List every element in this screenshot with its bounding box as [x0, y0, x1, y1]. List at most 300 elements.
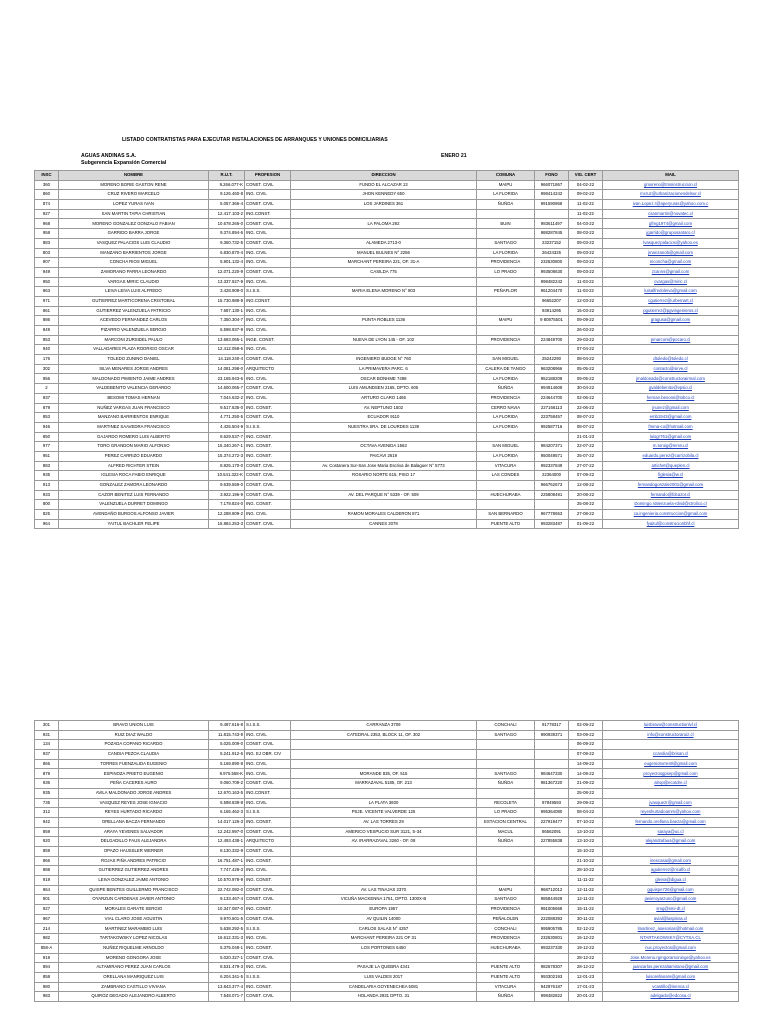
name-cell: RUIZ DIAZ WALDO [59, 730, 209, 740]
name-cell: BESOMI TOMAS HERNAN [59, 393, 209, 403]
address-cell [291, 209, 477, 219]
mail-cell[interactable]: mconcha@gmail.com [603, 258, 739, 268]
commune-cell [477, 306, 535, 316]
insc-cell: 956 [35, 374, 59, 384]
mail-cell[interactable]: juancarlos.perezaltamirano@gmail.com [603, 963, 739, 973]
mail-cell[interactable]: luisorellanam@gmail.com [603, 972, 739, 982]
name-cell: MARTINEZ SAAVEDRA FRANCISCO [59, 422, 209, 432]
table-row [35, 413, 739, 423]
insc-cell: 853 [35, 335, 59, 345]
profession-cell: CONST. CIVIL [245, 355, 291, 365]
commune-cell [477, 866, 535, 876]
table-row [35, 866, 739, 876]
cert-date-cell: 08-04-22 [569, 808, 603, 818]
mail-cell[interactable]: jvasquezr@gmail.com [603, 798, 739, 808]
profession-cell: ING. CIVIL [245, 730, 291, 740]
phone-cell [535, 326, 569, 336]
address-cell: OSCAR BONHME 7498 [291, 374, 477, 384]
commune-cell: RECOLETA [477, 798, 535, 808]
company-name: AGUAS ANDINAS S.A. [81, 153, 137, 159]
phone-cell: 223758457 [535, 413, 569, 423]
table-row [35, 403, 739, 413]
mail-cell[interactable]: eduardo.perez@carrizobila.cl [603, 451, 739, 461]
mail-cell[interactable]: contacto@sirve.cl [603, 364, 739, 374]
commune-cell [477, 345, 535, 355]
name-cell: ALTAMIRANO PEREZ JUAN CARLOS [59, 963, 209, 973]
phone-cell [535, 750, 569, 760]
mail-cell[interactable]: nuc.proyectos@gmail.com [603, 943, 739, 953]
mail-cell[interactable]: lmartinez_asesorias@hotmail.com [603, 924, 739, 934]
profession-cell: ING. CIVIL [245, 759, 291, 769]
name-cell: VASQUEZ PALACIOS LUIS CLAUDIO [59, 238, 209, 248]
table-row [35, 258, 739, 268]
profession-cell: CONST. CIVIL [245, 519, 291, 529]
commune-cell: PEÑALOLEN [477, 914, 535, 924]
phone-cell: 942976187 [535, 982, 569, 992]
table-row [35, 374, 739, 384]
insc-cell: 312 [35, 808, 59, 818]
table-row [35, 759, 739, 769]
column-header: R.U.T. [209, 171, 245, 181]
cert-date-cell: 12-03-22 [569, 296, 603, 306]
name-cell: TORRES FUENZALIDA EUGENIO [59, 759, 209, 769]
name-cell: MANZANO BARRIENTOS JORGE [59, 248, 209, 258]
address-cell [291, 481, 477, 491]
insc-cell: 980 [35, 982, 59, 992]
profession-cell: ING. CIVIL [245, 374, 291, 384]
mail-cell[interactable]: agutierrez@ricalfo.cl [603, 866, 739, 876]
cert-date-cell: 08-07-22 [569, 413, 603, 423]
name-cell: POZADA COPANO RICARDO [59, 740, 209, 750]
profession-cell: CONST. CIVIL [245, 461, 291, 471]
cert-date-cell: 09-03-22 [569, 267, 603, 277]
mail-cell[interactable]: alejandrafaus@gmail.com [603, 837, 739, 847]
phone-cell: 963208966 [535, 364, 569, 374]
mail-cell[interactable]: luisgr761@gmail.com [603, 432, 739, 442]
address-cell: LUIS AMUNDSEN 2165, DPTO. 605 [291, 384, 477, 394]
phone-cell: 988287845 [535, 229, 569, 239]
profession-cell: S.I.S.S. [245, 287, 291, 297]
name-cell: TARTAKOWSKY LOPEZ NICOLAS [59, 934, 209, 944]
profession-cell: ING. CONST. [245, 432, 291, 442]
table-row [35, 461, 739, 471]
address-cell: MARIA ELENA MORENO N° 803 [291, 287, 477, 297]
address-cell [291, 277, 477, 287]
cert-date-cell: 20-08-22 [569, 490, 603, 500]
name-cell: GUTIERREZ MARTICORENA CRISTOBAL [59, 296, 209, 306]
profession-cell: CONST. CIVIL [245, 471, 291, 481]
mail-cell[interactable]: zcanns@gmail.com [603, 267, 739, 277]
rut-cell: 12.493.438-1 [209, 837, 245, 847]
rut-cell: 9.975.558-K [209, 769, 245, 779]
commune-cell [477, 432, 535, 442]
insc-cell: 931 [35, 730, 59, 740]
address-cell: ECUADOR 9110 [291, 413, 477, 423]
mail-cell[interactable]: jmanzanob@gmail.com [603, 248, 739, 258]
insc-cell: 849 [35, 326, 59, 336]
profession-cell: ING. CIVIL [245, 190, 291, 200]
rut-cell: 10.347.087-0 [209, 905, 245, 915]
rut-cell: 7.687.130-1 [209, 306, 245, 316]
cert-date-cell: 02-06-22 [569, 393, 603, 403]
rut-cell: 16.751.487-1 [209, 856, 245, 866]
name-cell: ACEVEDO FERNANDEZ CARLOS [59, 316, 209, 326]
insc-cell: 883 [35, 461, 59, 471]
rut-cell: 5.057.366-4 [209, 200, 245, 210]
rut-cell: 14.081.298-0 [209, 364, 245, 374]
profession-cell: S.I.S.S. [245, 972, 291, 982]
rut-cell: 5.638.292-5 [209, 924, 245, 934]
rut-cell: 10.678.266-0 [209, 219, 245, 229]
insc-cell: 879 [35, 769, 59, 779]
address-cell [291, 740, 477, 750]
profession-cell: ING. CIVIL [245, 306, 291, 316]
insc-cell: 964 [35, 885, 59, 895]
address-cell [291, 759, 477, 769]
commune-cell [477, 481, 535, 491]
insc-cell: 825 [35, 510, 59, 520]
cert-date-cell: 11-11-22 [569, 876, 603, 886]
phone-cell: 227855838 [535, 837, 569, 847]
table-row [35, 180, 739, 190]
rut-cell: 8.825.170-0 [209, 461, 245, 471]
mail-cell[interactable]: dtoledo@toledo.cl [603, 355, 739, 365]
department-name: Subgerencia Expansión Comercial [81, 160, 167, 166]
phone-cell: 991005668 [535, 905, 569, 915]
rut-cell: 12.288.809-2 [209, 510, 245, 520]
insc-cell: 964 [35, 519, 59, 529]
commune-cell: VITACURA [477, 461, 535, 471]
rut-cell: 10.570.978-9 [209, 876, 245, 886]
address-cell: PAICAVI 2619 [291, 451, 477, 461]
name-cell: LEIVA GONZALEZ JAIME ANTONIO [59, 876, 209, 886]
commune-cell: PROVIDENCIA [477, 335, 535, 345]
mail-cell[interactable]: inescasa@gmail.com [603, 856, 739, 866]
commune-cell [477, 326, 535, 336]
cert-date-cell: 25-08-22 [569, 500, 603, 510]
rut-cell: 9.970.601-5 [209, 914, 245, 924]
mail-cell[interactable]: reyeshurtadoamm@yahoo.com [603, 808, 739, 818]
rut-cell: 9.133.467-4 [209, 895, 245, 905]
address-cell [291, 326, 477, 336]
insc-cell: 858-A [35, 943, 59, 953]
insc-cell: 360 [35, 180, 59, 190]
table-row [35, 432, 739, 442]
table-row [35, 779, 739, 789]
phone-cell: 966762673 [535, 481, 569, 491]
address-cell: CASILDA 775 [291, 267, 477, 277]
mail-cell[interactable]: gleiva@digua.cl [603, 876, 739, 886]
column-header: PROFESION [245, 171, 291, 181]
address-cell [291, 296, 477, 306]
mail-cell[interactable]: jmaldonado@constructorairmal.com [603, 374, 739, 384]
name-cell: CRUZ RIVERO MARCELO [59, 190, 209, 200]
name-cell: ZAMBRANO CASTILLO VIVIANA [59, 982, 209, 992]
mail-cell[interactable]: vcastillo@inenca.cl [603, 982, 739, 992]
mail-cell[interactable]: fernando@fdcazor.cl [603, 490, 739, 500]
mail-cell[interactable]: ccandia@brisan.cl [603, 750, 739, 760]
insc-cell: 301 [35, 721, 59, 731]
commune-cell: PROVIDENCIA [477, 393, 535, 403]
mail-cell[interactable]: Jose.Moreno.rgmgoramoninge@yahoo.es [603, 953, 739, 963]
rut-cell: 13.843.377-4 [209, 982, 245, 992]
insc-cell: 982 [35, 934, 59, 944]
insc-cell: 935 [35, 471, 59, 481]
name-cell: ARAYA YEVENES SALVADOR [59, 827, 209, 837]
mail-cell[interactable] [603, 788, 739, 798]
profession-cell: ING. CONST. [245, 982, 291, 992]
insc-cell: 134 [35, 740, 59, 750]
mail-cell[interactable]: gfmg1974@gmail.com [603, 219, 739, 229]
cert-date-cell: 22-06-22 [569, 403, 603, 413]
table-row [35, 500, 739, 510]
address-cell [291, 846, 477, 856]
address-cell: LUIS VALDES 2017 [291, 972, 477, 982]
mail-cell[interactable]: mcruz@urbanizacionesdelsur.cl [603, 190, 739, 200]
mail-cell[interactable]: hernan.besomi@tobco.cl [603, 393, 739, 403]
commune-cell: ÑUÑOA [477, 200, 535, 210]
cert-date-cell: 16-12-22 [569, 934, 603, 944]
address-cell: PUNTA ROBLES 1136 [291, 316, 477, 326]
profession-cell: CONST. CIVIL [245, 384, 291, 394]
table-row [35, 837, 739, 847]
rut-cell: 9.060.709-2 [209, 779, 245, 789]
name-cell: DELGADILLO FAUS ALEJANDRA [59, 837, 209, 847]
commune-cell: PROVIDENCIA [477, 934, 535, 944]
cert-date-cell: 11-02-22 [569, 209, 603, 219]
commune-cell [477, 953, 535, 963]
rut-cell: 5.241.912-6 [209, 750, 245, 760]
mail-cell[interactable]: emb1943@gmail.com [603, 413, 739, 423]
rut-cell: 7.044.632-2 [209, 393, 245, 403]
rut-cell: 6.165.462-3 [209, 808, 245, 818]
commune-cell: SAN MIGUEL [477, 442, 535, 452]
rut-cell: 15.374.272-3 [209, 451, 245, 461]
rut-cell: 14.118.240-4 [209, 355, 245, 365]
cert-date-cell: 14-09-22 [569, 759, 603, 769]
table-header-row [35, 171, 739, 181]
address-cell [291, 953, 477, 963]
commune-cell: LA FLORIDA [477, 374, 535, 384]
rut-cell: 23.165.943-6 [209, 374, 245, 384]
address-cell: AMERICO VESPUCIO SUR 3121, S-34 [291, 827, 477, 837]
cert-date-cell: 12-11-22 [569, 885, 603, 895]
cert-date-cell: 13-10-22 [569, 827, 603, 837]
mail-cell[interactable]: m.toroig@mmru.cl [603, 442, 739, 452]
mail-cell[interactable]: NTARTAKOWSKY@CYTSA.CL [603, 934, 739, 944]
table-row [35, 200, 739, 210]
phone-cell: 981367220 [535, 779, 569, 789]
address-cell: ARTURO CLARO 1465 [291, 393, 477, 403]
commune-cell: ÑUÑOA [477, 384, 535, 394]
address-cell: CATEDRAL 2353, BLOCK 11, OF. 302 [291, 730, 477, 740]
insc-cell: 894 [35, 963, 59, 973]
mail-cell[interactable]: smg@smi-dt.cl [603, 905, 739, 915]
commune-cell: LO PRADO [477, 808, 535, 818]
mail-cell[interactable]: adelgado@edcosa.cl [603, 992, 739, 1002]
mail-cell[interactable]: saraya@uc.cl [603, 827, 739, 837]
insc-cell: 860 [35, 190, 59, 200]
name-cell: VIAL CLARO JOSE AGUSTIN [59, 914, 209, 924]
mail-cell[interactable]: cvargas@miric.cl [603, 277, 739, 287]
table-row [35, 190, 739, 200]
table-row [35, 364, 739, 374]
name-cell: IGLESIA ROCA FABIO ENRIQUE [59, 471, 209, 481]
name-cell: SAN MARTIN TAPIA CHRISTIAN [59, 209, 209, 219]
mail-cell[interactable]: jgarrido@gruposantaro.cl [603, 229, 739, 239]
address-cell: PSJE. VICENTE VALVERDE 125 [291, 808, 477, 818]
name-cell: GONZALEZ ZAMORA LEONARDO [59, 481, 209, 491]
profession-cell: CONST. CIVIL [245, 779, 291, 789]
address-cell: MARRAZAVAL 5185, OF. 213 [291, 779, 477, 789]
mail-cell[interactable]: jnunez@gmail.com [603, 403, 739, 413]
phone-cell: 993283487 [535, 519, 569, 529]
cert-date-cell: 29-03-22 [569, 335, 603, 345]
phone-cell: 984207371 [535, 442, 569, 452]
mail-cell[interactable] [603, 740, 739, 750]
commune-cell: MAIPU [477, 316, 535, 326]
mail-cell[interactable]: artichet@queplen.cl [603, 461, 739, 471]
mail-cell[interactable]: javieroyarzunc@gmail.com [603, 895, 739, 905]
table-row [35, 287, 739, 297]
address-cell [291, 788, 477, 798]
phone-cell: 91778317 [535, 721, 569, 731]
commune-cell: VITACURA [477, 982, 535, 992]
name-cell: NUÑEZ VARGAS JUAN FRANCISCO [59, 403, 209, 413]
cert-date-cell: 12-11-22 [569, 895, 603, 905]
mail-cell[interactable]: ca.ingenieria.construccion@gmail.com [603, 510, 739, 520]
cert-date-cell: 11-03-22 [569, 277, 603, 287]
address-cell: FUNDO EL ALCAZAR 13 [291, 180, 477, 190]
insc-cell: 2 [35, 384, 59, 394]
mail-cell[interactable]: gvaldebenito@vpsio.cl [603, 384, 739, 394]
insc-cell: 886 [35, 316, 59, 326]
profession-cell: ING. CIVIL [245, 326, 291, 336]
cert-date-cell: 20-01-23 [569, 992, 603, 1002]
column-header: FONO [535, 171, 569, 181]
name-cell: MORENO GONZALEZ GONZALO FABIAN [59, 219, 209, 229]
name-cell: QUISPE BENITES GUILLERMO FRANCISCO [59, 885, 209, 895]
profession-cell: CONST. CIVIL [245, 267, 291, 277]
mail-cell[interactable]: Domingo.Valenzuela-rdvid@ctrolico.cl [603, 500, 739, 510]
name-cell: CONCHA RIOS MIGUEL [59, 258, 209, 268]
insc-cell: 858 [35, 972, 59, 982]
profession-cell: ING. CONST. [245, 442, 291, 452]
table-row [35, 788, 739, 798]
cert-date-cell: 28-12-22 [569, 953, 603, 963]
address-cell: VICUÑA MACKENNA 1751, DPTO. 1300X-B [291, 895, 477, 905]
profession-cell: CONST. CIVIL [245, 846, 291, 856]
profession-cell: CONST. CIVIL [245, 180, 291, 190]
profession-cell: CONST. CIVIL [245, 827, 291, 837]
commune-cell: CONCHALI [477, 924, 535, 934]
phone-cell: 998482242 [535, 277, 569, 287]
mail-cell[interactable]: avial@laspinas.cl [603, 914, 739, 924]
mail-cell[interactable]: fernandogonzalez001@gmail.com [603, 481, 739, 491]
insc-cell: 946 [35, 422, 59, 432]
mail-cell[interactable]: luisalfredoleiva@gmail.com [603, 287, 739, 297]
table-row [35, 885, 739, 895]
phone-cell [535, 740, 569, 750]
name-cell: OYARZUN CARDENAS JAVIER ANTONIO [59, 895, 209, 905]
mail-cell[interactable]: csanmartin@novatec.cl [603, 209, 739, 219]
mail-cell[interactable]: pgutierrez@pgvingenieros.cl [603, 306, 739, 316]
mail-cell[interactable]: gmoreno@tmsinstruccion.cl [603, 180, 739, 190]
name-cell: PEÑA CACERES AURO [59, 779, 209, 789]
mail-cell[interactable]: cgutierrez@urbemart.cl [603, 296, 739, 306]
mail-cell[interactable]: figlesia@w.cl [603, 471, 739, 481]
mail-cell[interactable]: gquispe726@gmail.com [603, 885, 739, 895]
column-header: COMUNA [477, 171, 535, 181]
mail-cell[interactable]: ivan.Lopez.r@aperyuras@yahoo.com.c [603, 200, 739, 210]
table-row [35, 219, 739, 229]
mail-cell[interactable]: proyectosgpsep@gmail.com [603, 769, 739, 779]
rut-cell: 9.517.635-0 [209, 403, 245, 413]
mail-cell[interactable]: fyaitul@construcionbhf.cl [603, 519, 739, 529]
cert-date-cell: 08-03-22 [569, 229, 603, 239]
column-header: NOMBRE [59, 171, 209, 181]
profession-cell: CONST. CIVIL [245, 481, 291, 491]
mail-cell[interactable]: fernando.orellana.baeza@gmail.com [603, 817, 739, 827]
cert-date-cell: 30-04-22 [569, 384, 603, 394]
commune-cell [477, 846, 535, 856]
mail-cell[interactable]: alrop@ecotdre.cl [603, 779, 739, 789]
address-cell: AV. DEL PARQUE N° 5339 - OF. 509 [291, 490, 477, 500]
name-cell: MORENO GONGORA JOSE [59, 953, 209, 963]
cert-date-cell: 14-09-22 [569, 769, 603, 779]
table-row [35, 316, 739, 326]
cert-date-cell: 09-03-22 [569, 248, 603, 258]
mail-cell[interactable]: fmma-co@hotmail.com [603, 422, 739, 432]
table-row [35, 335, 739, 345]
mail-cell[interactable]: luisbravo@constructionlvl.cl [603, 721, 739, 731]
address-cell: JHON KENNEDY 650 [291, 190, 477, 200]
insc-cell: 933 [35, 490, 59, 500]
phone-cell: 968712012 [535, 885, 569, 895]
address-cell: NUESTRA SRA. DE LOURDES 1139 [291, 422, 477, 432]
mail-cell[interactable]: eugeniotorres8@gmail.com [603, 759, 739, 769]
rut-cell: 3.922.196-9 [209, 490, 245, 500]
commune-cell: HUECHURABA [477, 943, 535, 953]
address-cell [291, 229, 477, 239]
mail-cell[interactable] [603, 846, 739, 856]
mail-cell[interactable] [603, 345, 739, 355]
rut-cell: 9.374.894-6 [209, 229, 245, 239]
table-row [35, 924, 739, 934]
rut-cell: 12.670.163-5 [209, 788, 245, 798]
mail-cell[interactable]: pmarconi@pocaro.cl [603, 335, 739, 345]
mail-cell[interactable] [603, 326, 739, 336]
profession-cell: ING. CONST. [245, 856, 291, 866]
insc-cell: 971 [35, 296, 59, 306]
rut-cell: 7.747.429-3 [209, 866, 245, 876]
commune-cell: LA FLORIDA [477, 413, 535, 423]
mail-cell[interactable]: lvasquezpalacios@yahoo.es [603, 238, 739, 248]
commune-cell: LAS CONDES [477, 471, 535, 481]
phone-cell: 982578307 [535, 963, 569, 973]
mail-cell[interactable]: info@constructoraruiz.cl [603, 730, 739, 740]
profession-cell: ING. CONST. [245, 943, 291, 953]
address-cell: AV. IRARRAZAVAL 3260 - OF. 08 [291, 837, 477, 847]
cert-date-cell: 17-01-23 [569, 982, 603, 992]
profession-cell: ING. CONST. [245, 403, 291, 413]
commune-cell: SANTIAGO [477, 769, 535, 779]
address-cell [291, 345, 477, 355]
commune-cell: ESTACION CENTRAL [477, 817, 535, 827]
table-row [35, 992, 739, 1002]
phone-cell: 994914609 [535, 384, 569, 394]
mail-cell[interactable]: gragusa@gmail.com [603, 316, 739, 326]
